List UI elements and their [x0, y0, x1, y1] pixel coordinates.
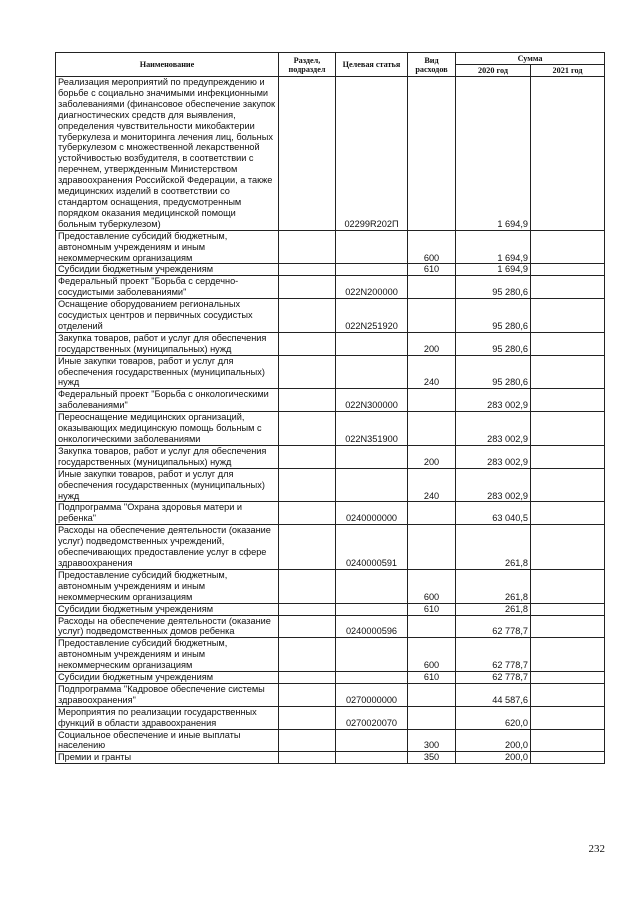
cell-type: [408, 412, 456, 446]
cell-target: [336, 355, 408, 389]
cell-target: [336, 569, 408, 603]
table-row: [56, 638, 605, 672]
table-row: [56, 412, 605, 446]
cell-sum-2021: [531, 230, 605, 264]
cell-section: [279, 332, 336, 355]
cell-sum-2021: [531, 729, 605, 752]
cell-type: [408, 706, 456, 729]
cell-type: [408, 389, 456, 412]
cell-target: [336, 332, 408, 355]
cell-target: [336, 672, 408, 684]
cell-type: 350: [408, 752, 456, 764]
cell-sum-2021: [531, 603, 605, 615]
cell-name: Федеральный проект "Борьба с сердечно-сосудистыми заболеваниями": [56, 276, 279, 299]
cell-target: 0270020070: [336, 706, 408, 729]
cell-section: [279, 445, 336, 468]
cell-type: 610: [408, 264, 456, 276]
cell-section: [279, 355, 336, 389]
cell-target: [336, 264, 408, 276]
header-type: Вид расходов: [408, 53, 456, 77]
header-target: Целевая статья: [336, 53, 408, 77]
cell-sum-2021: [531, 299, 605, 333]
cell-sum-2021: [531, 412, 605, 446]
cell-target: 022N300000: [336, 389, 408, 412]
cell-type: 240: [408, 468, 456, 502]
table-row: [56, 77, 605, 231]
cell-type: 600: [408, 569, 456, 603]
header-year-2021: 2021 год: [531, 65, 605, 77]
cell-name: Иные закупки товаров, работ и услуг для обеспечения государственных (муниципальных) нужд: [56, 355, 279, 389]
cell-type: 240: [408, 355, 456, 389]
cell-sum-2020: 200,0: [456, 729, 531, 752]
cell-name: Предоставление субсидий бюджетным, автономным учреждениям и иным некоммерческим организациям: [56, 230, 279, 264]
cell-type: [408, 502, 456, 525]
table-row: [56, 729, 605, 752]
cell-target: 022N251920: [336, 299, 408, 333]
cell-target: 02299R202П: [336, 77, 408, 231]
cell-target: 0240000000: [336, 502, 408, 525]
cell-sum-2021: [531, 706, 605, 729]
cell-sum-2020: 1 694,9: [456, 264, 531, 276]
table-row: [56, 276, 605, 299]
cell-target: [336, 752, 408, 764]
cell-name: Закупка товаров, работ и услуг для обеспечения государственных (муниципальных) нужд: [56, 332, 279, 355]
cell-sum-2021: [531, 77, 605, 231]
cell-sum-2020: 200,0: [456, 752, 531, 764]
cell-sum-2020: 95 280,6: [456, 355, 531, 389]
header-name: Наименование: [56, 53, 279, 77]
cell-target: 0270000000: [336, 683, 408, 706]
cell-sum-2020: 62 778,7: [456, 672, 531, 684]
cell-type: 200: [408, 332, 456, 355]
cell-section: [279, 77, 336, 231]
table-row: [56, 468, 605, 502]
table-row: [56, 264, 605, 276]
cell-name: Предоставление субсидий бюджетным, автономным учреждениям и иным некоммерческим организациям: [56, 569, 279, 603]
cell-section: [279, 752, 336, 764]
cell-sum-2021: [531, 525, 605, 570]
cell-sum-2020: 62 778,7: [456, 615, 531, 638]
cell-name: Оснащение оборудованием региональных сосудистых центров и первичных сосудистых отделений: [56, 299, 279, 333]
cell-sum-2020: 261,8: [456, 525, 531, 570]
cell-section: [279, 672, 336, 684]
cell-sum-2021: [531, 502, 605, 525]
cell-type: 610: [408, 672, 456, 684]
cell-section: [279, 276, 336, 299]
cell-section: [279, 468, 336, 502]
cell-target: 022N351900: [336, 412, 408, 446]
cell-sum-2021: [531, 445, 605, 468]
cell-target: [336, 603, 408, 615]
cell-sum-2020: 1 694,9: [456, 230, 531, 264]
cell-section: [279, 729, 336, 752]
cell-section: [279, 299, 336, 333]
cell-sum-2020: 620,0: [456, 706, 531, 729]
cell-name: Мероприятия по реализации государственных функций в области здравоохранения: [56, 706, 279, 729]
cell-section: [279, 683, 336, 706]
cell-type: [408, 299, 456, 333]
cell-type: 610: [408, 603, 456, 615]
cell-target: [336, 468, 408, 502]
cell-name: Подпрограмма "Кадровое обеспечение системы здравоохранения": [56, 683, 279, 706]
table-row: [56, 706, 605, 729]
table-row: [56, 230, 605, 264]
cell-target: 0240000596: [336, 615, 408, 638]
cell-type: 300: [408, 729, 456, 752]
table-row: [56, 683, 605, 706]
cell-sum-2021: [531, 468, 605, 502]
cell-sum-2020: 261,8: [456, 569, 531, 603]
cell-name: Переоснащение медицинских организаций, оказывающих медицинскую помощь больным с онкологическими заболеваниями: [56, 412, 279, 446]
cell-target: [336, 729, 408, 752]
table-row: [56, 752, 605, 764]
cell-name: Расходы на обеспечение деятельности (оказание услуг) подведомственных учреждений, обеспечивающих предоставление услуг в сфере здравоохранения: [56, 525, 279, 570]
table-row: [56, 445, 605, 468]
cell-sum-2020: 1 694,9: [456, 77, 531, 231]
cell-sum-2021: [531, 332, 605, 355]
cell-target: [336, 638, 408, 672]
cell-sum-2020: 95 280,6: [456, 276, 531, 299]
cell-section: [279, 389, 336, 412]
header-year-2020: 2020 год: [456, 65, 531, 77]
cell-name: Субсидии бюджетным учреждениям: [56, 672, 279, 684]
cell-type: [408, 683, 456, 706]
cell-section: [279, 264, 336, 276]
cell-section: [279, 603, 336, 615]
cell-sum-2020: 63 040,5: [456, 502, 531, 525]
table-row: [56, 355, 605, 389]
cell-section: [279, 525, 336, 570]
cell-type: 200: [408, 445, 456, 468]
cell-sum-2021: [531, 638, 605, 672]
table-body: [56, 77, 605, 764]
cell-section: [279, 230, 336, 264]
cell-type: [408, 276, 456, 299]
table-row: [56, 299, 605, 333]
cell-sum-2021: [531, 389, 605, 412]
cell-section: [279, 638, 336, 672]
header-section: Раздел, подраздел: [279, 53, 336, 77]
cell-sum-2021: [531, 615, 605, 638]
cell-type: [408, 77, 456, 231]
cell-sum-2020: 283 002,9: [456, 445, 531, 468]
cell-sum-2021: [531, 683, 605, 706]
table-header: [56, 53, 605, 77]
cell-sum-2020: 95 280,6: [456, 299, 531, 333]
cell-sum-2020: 283 002,9: [456, 468, 531, 502]
cell-target: [336, 230, 408, 264]
cell-name: Подпрограмма "Охрана здоровья матери и ребенка": [56, 502, 279, 525]
page-number: 232: [588, 843, 605, 855]
cell-sum-2020: 283 002,9: [456, 412, 531, 446]
cell-name: Закупка товаров, работ и услуг для обеспечения государственных (муниципальных) нужд: [56, 445, 279, 468]
cell-sum-2020: 44 587,6: [456, 683, 531, 706]
table-row: [56, 502, 605, 525]
cell-sum-2021: [531, 264, 605, 276]
cell-section: [279, 412, 336, 446]
cell-type: [408, 525, 456, 570]
cell-type: 600: [408, 230, 456, 264]
cell-name: Субсидии бюджетным учреждениям: [56, 603, 279, 615]
table-row: [56, 569, 605, 603]
cell-sum-2021: [531, 569, 605, 603]
cell-sum-2021: [531, 672, 605, 684]
cell-section: [279, 569, 336, 603]
table-row: [56, 332, 605, 355]
cell-name: Иные закупки товаров, работ и услуг для обеспечения государственных (муниципальных) нужд: [56, 468, 279, 502]
header-sum: Сумма: [456, 53, 605, 65]
cell-section: [279, 502, 336, 525]
table-row: [56, 603, 605, 615]
cell-section: [279, 615, 336, 638]
cell-sum-2020: 95 280,6: [456, 332, 531, 355]
cell-target: [336, 445, 408, 468]
budget-table: [55, 52, 605, 764]
cell-name: Федеральный проект "Борьба с онкологическими заболеваниями": [56, 389, 279, 412]
cell-sum-2020: 283 002,9: [456, 389, 531, 412]
cell-type: 600: [408, 638, 456, 672]
cell-target: 0240000591: [336, 525, 408, 570]
cell-target: 022N200000: [336, 276, 408, 299]
cell-name: Предоставление субсидий бюджетным, автономным учреждениям и иным некоммерческим организациям: [56, 638, 279, 672]
cell-sum-2021: [531, 355, 605, 389]
cell-type: [408, 615, 456, 638]
cell-sum-2020: 261,8: [456, 603, 531, 615]
table-row: [56, 389, 605, 412]
table-row: [56, 615, 605, 638]
cell-sum-2021: [531, 752, 605, 764]
cell-name: Субсидии бюджетным учреждениям: [56, 264, 279, 276]
table-row: [56, 525, 605, 570]
cell-sum-2020: 62 778,7: [456, 638, 531, 672]
cell-name: Расходы на обеспечение деятельности (оказание услуг) подведомственных домов ребенка: [56, 615, 279, 638]
cell-name: Социальное обеспечение и иные выплаты населению: [56, 729, 279, 752]
cell-name: Реализация мероприятий по предупреждению и борьбе с социально значимыми инфекционными заболеваниями (финансовое обеспечение закупок диагностических средств для выявления, определения чувствительности микобактерии туберкулеза и мониторинга лечения лиц, больных туберкулезом с множественной лекарственной устойчивостью возбудителя, в соответствии с перечнем, утвержденным Министерством здравоохранения Российской Федерации, а также медицинских изделий в соответствии со стандартом оснащения, предусмотренным порядком оказания медицинской помощи больным туберкулезом): [56, 77, 279, 231]
cell-section: [279, 706, 336, 729]
cell-name: Премии и гранты: [56, 752, 279, 764]
table-row: [56, 672, 605, 684]
cell-sum-2021: [531, 276, 605, 299]
